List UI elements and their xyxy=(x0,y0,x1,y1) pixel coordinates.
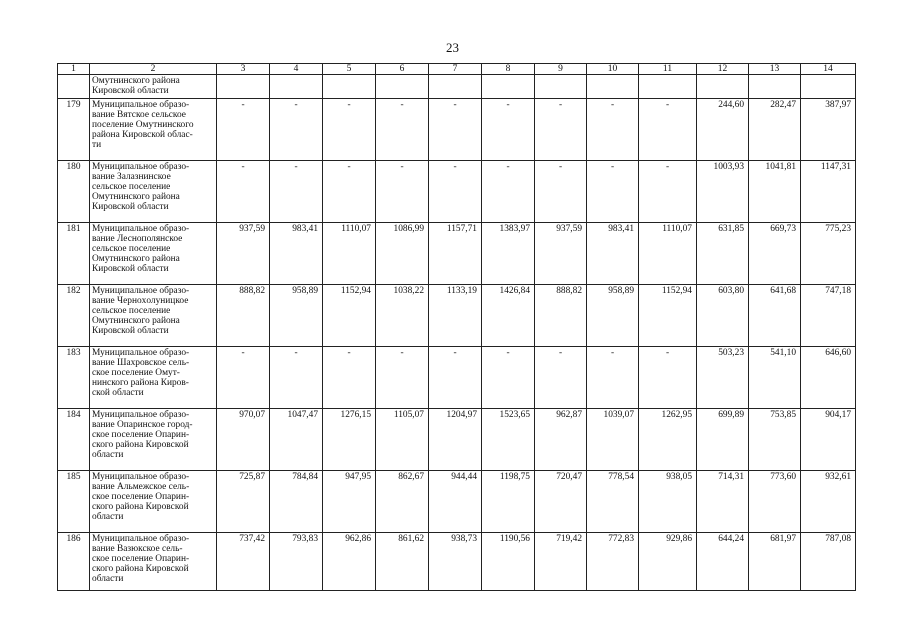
municipality-name: Муниципальное образо- вание Опаринское город- ское поселение Опарин- ского района Кировской области xyxy=(90,408,217,470)
value-cell: 773,60 xyxy=(749,470,801,532)
value-cell: - xyxy=(323,98,376,160)
value-cell: 1133,19 xyxy=(429,284,482,346)
value-cell xyxy=(217,75,270,98)
value-cell: 282,47 xyxy=(749,98,801,160)
row-number: 186 xyxy=(58,532,90,590)
value-cell: 753,85 xyxy=(749,408,801,470)
value-cell: 646,60 xyxy=(801,346,856,408)
value-cell: - xyxy=(639,160,697,222)
value-cell: 714,31 xyxy=(697,470,749,532)
value-cell: - xyxy=(535,98,587,160)
value-cell: 681,97 xyxy=(749,532,801,590)
value-cell: 1204,97 xyxy=(429,408,482,470)
column-header: 7 xyxy=(429,64,482,75)
value-cell: 1152,94 xyxy=(639,284,697,346)
value-cell: 932,61 xyxy=(801,470,856,532)
value-cell: 737,42 xyxy=(217,532,270,590)
value-cell xyxy=(535,75,587,98)
value-cell xyxy=(697,75,749,98)
municipality-name: Муниципальное образо- вание Вазюкское сель- ское поселение Опарин- ского района Кировской области xyxy=(90,532,217,590)
value-cell: 503,23 xyxy=(697,346,749,408)
column-header: 8 xyxy=(482,64,535,75)
table-row xyxy=(58,408,856,470)
value-cell: 983,41 xyxy=(587,222,639,284)
value-cell: 1105,07 xyxy=(376,408,429,470)
table-row xyxy=(58,75,856,98)
value-cell: - xyxy=(639,346,697,408)
value-cell: 962,86 xyxy=(323,532,376,590)
value-cell: 937,59 xyxy=(217,222,270,284)
table-row xyxy=(58,222,856,284)
municipality-name: Омутнинского района Кировской области xyxy=(90,75,217,98)
value-cell: 1383,97 xyxy=(482,222,535,284)
value-cell: 641,68 xyxy=(749,284,801,346)
value-cell: 793,83 xyxy=(270,532,323,590)
value-cell: 1047,47 xyxy=(270,408,323,470)
municipality-name: Муниципальное образо- вание Черноxолуницкое сельское поселение Омутнинского района Кировской области xyxy=(90,284,217,346)
value-cell: 970,07 xyxy=(217,408,270,470)
value-cell xyxy=(801,75,856,98)
value-cell: - xyxy=(429,160,482,222)
value-cell: - xyxy=(482,98,535,160)
value-cell: 778,54 xyxy=(587,470,639,532)
value-cell: - xyxy=(482,346,535,408)
value-cell: 387,97 xyxy=(801,98,856,160)
value-cell: 603,80 xyxy=(697,284,749,346)
value-cell: 699,89 xyxy=(697,408,749,470)
value-cell: - xyxy=(429,346,482,408)
value-cell: 904,17 xyxy=(801,408,856,470)
column-header: 1 xyxy=(58,64,90,75)
value-cell: - xyxy=(270,346,323,408)
value-cell: 772,83 xyxy=(587,532,639,590)
page-number: 23 xyxy=(446,40,459,55)
value-cell: - xyxy=(376,346,429,408)
value-cell: 747,18 xyxy=(801,284,856,346)
value-cell: 947,95 xyxy=(323,470,376,532)
row-number: 179 xyxy=(58,98,90,160)
municipality-name: Муниципальное образо- вание Шахровское сель- ское поселение Омут- нинского района Киров- ской области xyxy=(90,346,217,408)
value-cell xyxy=(429,75,482,98)
column-header: 5 xyxy=(323,64,376,75)
value-cell: 983,41 xyxy=(270,222,323,284)
column-header: 13 xyxy=(749,64,801,75)
value-cell: - xyxy=(587,160,639,222)
value-cell: 1041,81 xyxy=(749,160,801,222)
column-header: 10 xyxy=(587,64,639,75)
value-cell: 669,73 xyxy=(749,222,801,284)
value-cell: 861,62 xyxy=(376,532,429,590)
row-number: 183 xyxy=(58,346,90,408)
value-cell xyxy=(749,75,801,98)
value-cell: - xyxy=(270,160,323,222)
column-header: 6 xyxy=(376,64,429,75)
value-cell: 944,44 xyxy=(429,470,482,532)
value-cell: 958,89 xyxy=(587,284,639,346)
value-cell: 862,67 xyxy=(376,470,429,532)
value-cell: 1003,93 xyxy=(697,160,749,222)
value-cell: - xyxy=(587,98,639,160)
value-cell: 888,82 xyxy=(535,284,587,346)
column-header: 11 xyxy=(639,64,697,75)
value-cell: 1262,95 xyxy=(639,408,697,470)
value-cell: 958,89 xyxy=(270,284,323,346)
value-cell xyxy=(482,75,535,98)
row-number xyxy=(58,75,90,98)
value-cell: 1110,07 xyxy=(323,222,376,284)
value-cell: 719,42 xyxy=(535,532,587,590)
row-number: 182 xyxy=(58,284,90,346)
municipality-name: Муниципальное образо- вание Залазнинское сельское поселение Омутнинского района Кировской области xyxy=(90,160,217,222)
table-row xyxy=(58,284,856,346)
column-header: 3 xyxy=(217,64,270,75)
value-cell: 938,05 xyxy=(639,470,697,532)
header-row xyxy=(58,64,856,75)
value-cell: - xyxy=(323,346,376,408)
table-row xyxy=(58,98,856,160)
value-cell xyxy=(270,75,323,98)
table-row xyxy=(58,160,856,222)
value-cell: - xyxy=(217,160,270,222)
value-cell: - xyxy=(376,98,429,160)
value-cell: 775,23 xyxy=(801,222,856,284)
value-cell: 541,10 xyxy=(749,346,801,408)
value-cell: 962,87 xyxy=(535,408,587,470)
value-cell xyxy=(639,75,697,98)
value-cell: - xyxy=(639,98,697,160)
row-number: 185 xyxy=(58,470,90,532)
value-cell: 1276,15 xyxy=(323,408,376,470)
value-cell: 1086,99 xyxy=(376,222,429,284)
value-cell: - xyxy=(482,160,535,222)
value-cell: 1523,65 xyxy=(482,408,535,470)
value-cell: 1039,07 xyxy=(587,408,639,470)
municipality-name: Муниципальное образо- вание Вятское сельское поселение Омутнинского района Кировской облас- ти xyxy=(90,98,217,160)
value-cell: 720,47 xyxy=(535,470,587,532)
value-cell: 1157,71 xyxy=(429,222,482,284)
table-row xyxy=(58,532,856,590)
table-row xyxy=(58,470,856,532)
value-cell: - xyxy=(270,98,323,160)
value-cell: 1038,22 xyxy=(376,284,429,346)
table-row xyxy=(58,346,856,408)
data-table xyxy=(57,63,856,591)
municipality-name: Муниципальное образо- вание Леснополянское сельское поселение Омутнинского района Кировской области xyxy=(90,222,217,284)
value-cell: 1190,56 xyxy=(482,532,535,590)
value-cell: 784,84 xyxy=(270,470,323,532)
value-cell xyxy=(376,75,429,98)
value-cell: - xyxy=(429,98,482,160)
value-cell: 1426,84 xyxy=(482,284,535,346)
value-cell: - xyxy=(376,160,429,222)
value-cell: - xyxy=(217,98,270,160)
column-header: 2 xyxy=(90,64,217,75)
value-cell xyxy=(587,75,639,98)
row-number: 181 xyxy=(58,222,90,284)
value-cell: 938,73 xyxy=(429,532,482,590)
value-cell xyxy=(323,75,376,98)
column-header: 4 xyxy=(270,64,323,75)
value-cell: 1198,75 xyxy=(482,470,535,532)
municipality-name: Муниципальное образо- вание Альмежское сель- ское поселение Опарин- ского района Кировской области xyxy=(90,470,217,532)
value-cell: 1147,31 xyxy=(801,160,856,222)
value-cell: 244,60 xyxy=(697,98,749,160)
row-number: 180 xyxy=(58,160,90,222)
column-header: 9 xyxy=(535,64,587,75)
value-cell: - xyxy=(535,160,587,222)
value-cell: 644,24 xyxy=(697,532,749,590)
value-cell: 1152,94 xyxy=(323,284,376,346)
value-cell: - xyxy=(535,346,587,408)
value-cell: 937,59 xyxy=(535,222,587,284)
value-cell: 725,87 xyxy=(217,470,270,532)
value-cell: - xyxy=(323,160,376,222)
value-cell: 787,08 xyxy=(801,532,856,590)
value-cell: 631,85 xyxy=(697,222,749,284)
value-cell: - xyxy=(217,346,270,408)
value-cell: 929,86 xyxy=(639,532,697,590)
row-number: 184 xyxy=(58,408,90,470)
value-cell: 1110,07 xyxy=(639,222,697,284)
column-header: 14 xyxy=(801,64,856,75)
value-cell: 888,82 xyxy=(217,284,270,346)
value-cell: - xyxy=(587,346,639,408)
column-header: 12 xyxy=(697,64,749,75)
